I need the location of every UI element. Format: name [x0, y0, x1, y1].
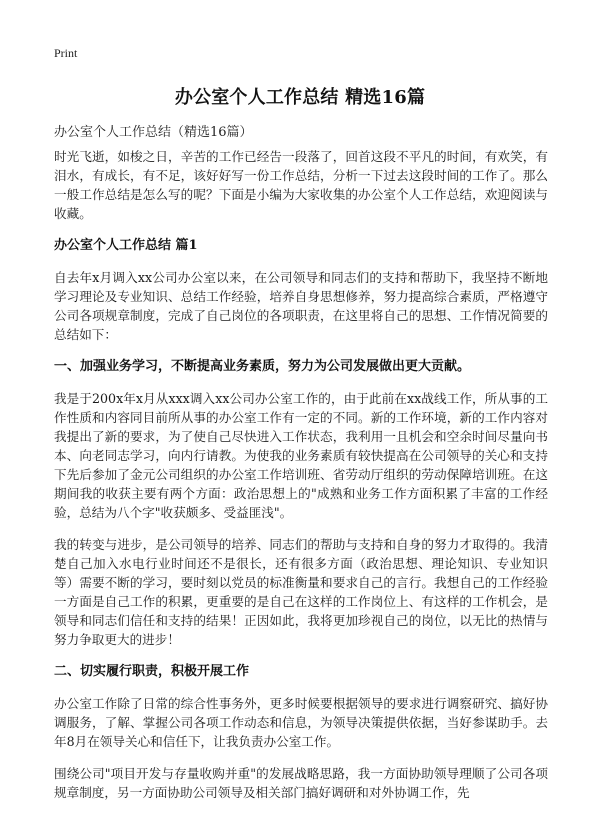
document-subtitle: 办公室个人工作总结（精选16篇） [54, 125, 253, 140]
body-paragraph-4: 办公室工作除了日常的综合性事务外，更多时候要根据领导的要求进行调察研究、搞好协调服务，了解、掌握公司各项工作动态和信息，为领导决策提供依据，当好参谋助手。去年8月在领导关心和信任下，让我负责办公室工作。 [54, 696, 548, 749]
section-heading-2: 二、切实履行职责，积极开展工作 [54, 664, 250, 679]
body-paragraph-3: 我的转变与进步，是公司领导的培养、同志们的帮助与支持和自身的努力才取得的。我清楚自己加入水电行业时间还不是很长，还有很多方面（政治思想、理论知识、专业知识等）需要不断的学习，要时刻以党员的标准衡量和要求自己的言行。我想自己的工作经验一方面是自己工作的积累，更重要的是自己在这样的工作岗位上、有这样的工作机会，是领导和同志们信任和支持的结果！正因如此，我将更加珍视自己的岗位，以无比的热情与努力争取更大的进步！ [54, 537, 548, 647]
article-heading: 办公室个人工作总结 篇1 [54, 238, 198, 253]
body-paragraph-2: 我是于200x年x月从xxx调入xx公司办公室工作的，由于此前在xx战线工作，所从事的工作性质和内容同目前所从事的办公室工作有一定的不同。新的工作环境，新的工作内容对我提出了新的要求，为了使自己尽快进入工作状态，我利用一且机会和空余时间尽量向书本、向老同志学习，向内行请教。为使我的业务素质有较快提高在公司领导的关心和支持下先后参加了金元公司组织的办公室工作培训班、省劳动厅组织的劳动保障培训班。在这期间我的收获主要有两个方面：政治思想上的"成熟和业务工作方面积累了丰富的工作经验，总结为八个字"收获颇多、受益匪浅"。 [54, 391, 548, 520]
body-paragraph-5: 围绕公司"项目开发与存量收购并重"的发展战略思路，我一方面协助领导理顺了公司各项规章制度，另一方面协助公司领导及相关部门搞好调研和对外协调工作，先 [54, 766, 548, 800]
page-title: 办公室个人工作总结 精选16篇 [174, 87, 426, 108]
section-heading-1: 一、加强业务学习，不断提高业务素质，努力为公司发展做出更大贡献。 [54, 359, 471, 374]
body-paragraph-1: 自去年x月调入xx公司办公室以来，在公司领导和同志们的支持和帮助下，我坚持不断地学习理论及专业知识、总结工作经验，培养自身思想修养，努力提高综合素质，严格遵守公司各项规章制度，完成了自己岗位的各项职责，在这里将自己的思想、工作情况简要的总结如下： [54, 270, 548, 342]
document-body [54, 147, 548, 815]
intro-paragraph: 时光飞逝，如梭之日，辛苦的工作已经告一段落了，回首这段不平凡的时间，有欢笑，有泪水，有成长，有不足，该好好写一份工作总结，分析一下过去这段时间的工作了。那么一般工作总结是怎么写的呢？下面是小编为大家收集的办公室个人工作总结，欢迎阅读与收藏。 [54, 149, 548, 221]
print-label[interactable]: Print [54, 46, 78, 60]
